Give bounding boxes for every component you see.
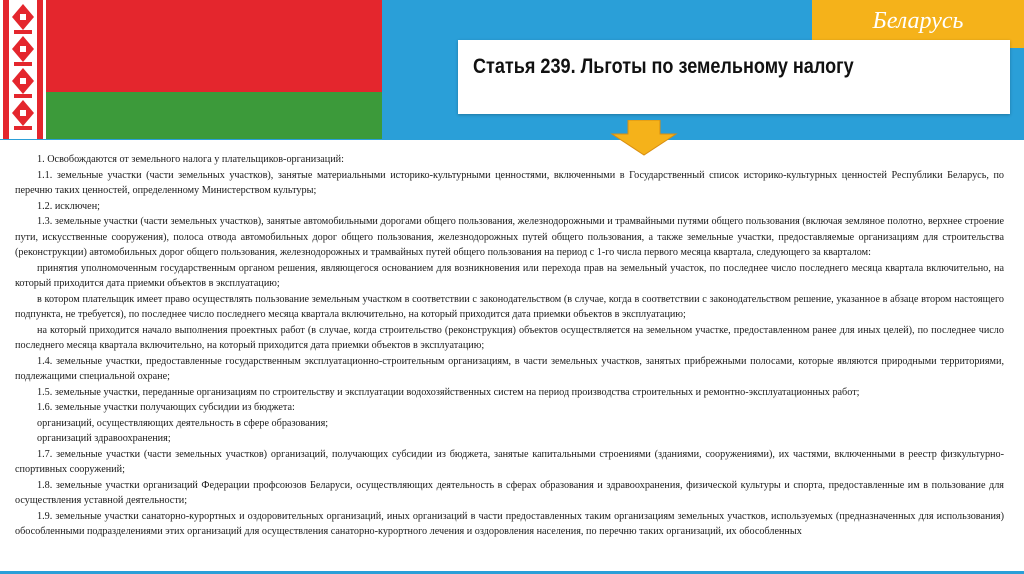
paragraph: в котором плательщик имеет право осуществлять пользование земельным участком в соответствии с законодательством (в случае, когда в соответствии с законодательством решение, указанное в абзаце втором настоящего подпункта, не требуется), по последнее число последнего месяца квартала включительно, на который приходится дата приемки объектов в эксплуатацию;	[15, 293, 1004, 320]
arrow-down-icon	[610, 120, 678, 156]
paragraph: 1.8. земельные участки организаций Федерации профсоюзов Беларуси, осуществляющих деятельность в сферах образования и здравоохранения, физической культуры и спорта, предоставленные им в пользование для осуществления уставной деятельности;	[15, 479, 1004, 506]
paragraph: принятия уполномоченным государственным органом решения, являющегося основанием для возникновения или перехода прав на земельный участок, по последнее число последнего месяца квартала включительно, на который приходится дата приемки объектов в эксплуатацию;	[15, 262, 1004, 289]
country-label: Беларусь	[872, 8, 964, 34]
paragraph: 1.9. земельные участки санаторно-курортных и оздоровительных организаций, иных организаций в части предоставленных таким организациям земельных участков, используемых (предназначенных для использования) обособленными подразделениями этих организаций для осуществления санаторно-курортного лечения и оздоровления населения, по перечню таких организаций, их обособленных	[15, 510, 1004, 537]
paragraph: на который приходится начало выполнения проектных работ (в случае, когда строительство (реконструкция) объектов осуществляется на земельном участке, предоставленном ранее для иных целей), по последнее число последнего месяца квартала включительно, на который приходится дата приемки объектов в эксплуатацию;	[15, 324, 1004, 351]
paragraph: 1.6. земельные участки получающих субсидии из бюджета:	[37, 402, 295, 413]
title-box	[458, 40, 1010, 114]
paragraph: 1.4. земельные участки, предоставленные государственным эксплуатационно-строительным организациям, в части земельных участков, занятых прибрежными полосами, которые являются природными территориями, подлежащими специальной охране;	[15, 355, 1004, 382]
paragraph: 1.7. земельные участки (части земельных участков) организаций, получающих субсидии из бюджета, занятые капитальными строениями (зданиями, сооружениями), их частями, включенными в реестр физкультурно-спортивных сооружений;	[15, 448, 1004, 475]
paragraph: 1. Освобождаются от земельного налога у плательщиков-организаций:	[37, 154, 344, 165]
page-title: Статья 239. Льготы по земельному налогу	[473, 55, 854, 78]
belarus-flag	[0, 0, 382, 139]
paragraph: 1.3. земельные участки (части земельных участков), занятые автомобильными дорогами общего пользования, железнодорожными и трамвайными путями общего пользования (включая земляное полотно, верхнее строение пути, искусственные сооружения), полоса отвода автомобильных дорог общего пользования, железнодорожных путей общего пользования, а также земельные участки, предоставляемые организациям для строительства (реконструкции) автомобильных дорог общего пользования, железнодорожных и трамвайных путей общего пользования на период с 1-го числа первого месяца квартала, следующего за кварталом:	[15, 216, 1004, 258]
article-text	[15, 152, 1004, 540]
paragraph: организаций, осуществляющих деятельность в сфере образования;	[37, 417, 329, 429]
flag-red-stripe	[0, 0, 382, 92]
flag-green-stripe	[0, 92, 382, 139]
flag-ornament	[0, 0, 46, 139]
paragraph: 1.2. исключен;	[37, 200, 100, 212]
paragraph: 1.1. земельные участки (части земельных участков), занятые материальными историко-культурными ценностями, включенными в Государственный список историко-культурных ценностей Республики Беларусь, по перечню таких ценностей, определенному Министерством культуры;	[15, 169, 1004, 196]
paragraph: организаций здравоохранения;	[37, 433, 171, 444]
paragraph: 1.5. земельные участки, переданные организациям по строительству и эксплуатации водохозяйственных систем на период производства строительных и ремонтно-эксплуатационных работ;	[37, 386, 860, 398]
